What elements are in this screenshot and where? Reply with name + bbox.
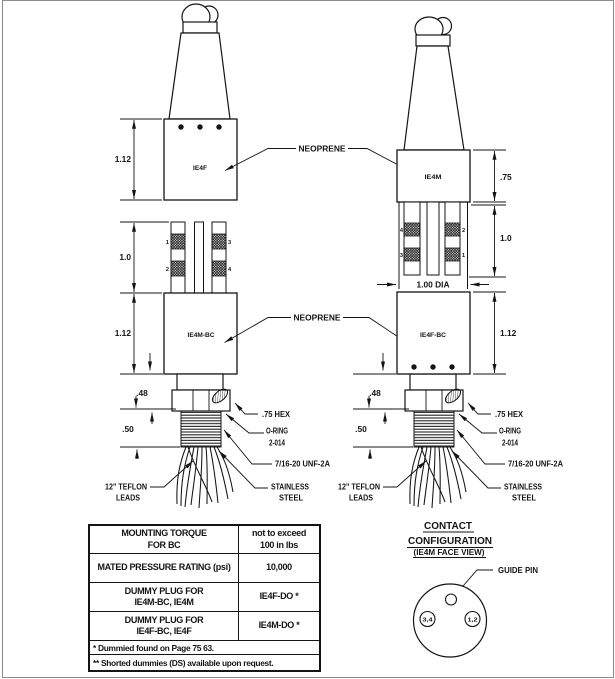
table-row: [90, 526, 319, 554]
table-row: [90, 554, 319, 583]
plug-body: [164, 119, 237, 200]
rubber-boot: [169, 33, 230, 119]
cable-neck: [416, 35, 450, 46]
hex-af-label: .75 HEX: [262, 410, 291, 419]
nut-neck: [177, 374, 223, 390]
row-value: 100 in lbs: [259, 539, 299, 550]
row-label: IE4M-BC, IE4M: [134, 597, 194, 607]
row-value: 10,000: [266, 562, 292, 573]
guide-pin-circle: [446, 594, 457, 605]
part-label-ie4f-bc: IE4F-BC: [420, 332, 447, 339]
dim-hex-height: .48: [136, 388, 148, 398]
row-label: MOUNTING TORQUE: [121, 528, 207, 539]
footnote-text: ** Shorted dummies (DS) available upon request.: [93, 657, 274, 668]
part-label-ie4m-bc: IE4M-BC: [187, 332, 215, 339]
contact-pins: [171, 222, 226, 293]
row-label: DUMMY PLUG FOR: [124, 585, 204, 596]
part-label-ie4m: IE4M: [424, 174, 442, 181]
row-label: FOR BC: [147, 539, 181, 550]
dim-diameter: 1.00 DIA: [416, 280, 450, 290]
left-assembly-drawing: [164, 4, 237, 374]
oring-leader: [226, 414, 264, 433]
row-value: IE4M-DO *: [258, 620, 300, 631]
leads-leader: [150, 461, 193, 487]
contact-configuration: [407, 521, 538, 657]
spec-table: [88, 524, 321, 672]
lower-hardware: [105, 353, 330, 508]
pin-number: 3: [228, 240, 232, 246]
contact-left-label: 3,4: [422, 617, 433, 624]
teflon-leads-label-2: LEADS: [116, 493, 141, 503]
steel-label-2: STEEL: [279, 493, 303, 503]
pin-number: 2: [165, 267, 169, 273]
pin-number: 2: [462, 228, 466, 234]
thread-spec-label: 7/16-20 UNF-2A: [275, 459, 331, 469]
neoprene-label-top: NEOPRENE: [298, 143, 346, 154]
oring-size-label: 2-014: [269, 438, 286, 448]
row-value: IE4F-DO *: [259, 591, 299, 602]
dim-bc-height: 1.12: [114, 328, 131, 338]
contact-right-label: 1,2: [467, 617, 478, 624]
dim-plug-height: .75: [500, 172, 512, 182]
guide-pin-label: GUIDE PIN: [498, 565, 538, 575]
contact-config-title-2: CONFIGURATION: [408, 536, 492, 547]
pin-number: 1: [165, 240, 169, 246]
dim-thread-length: .50: [122, 424, 134, 434]
threads: [181, 411, 221, 447]
right-assembly-drawing: [397, 17, 470, 374]
row-label: IE4F-BC, IE4F: [136, 626, 192, 636]
pin-number: 4: [399, 228, 403, 234]
contact-pins: [399, 202, 468, 289]
contact-config-subtitle: (IE4M FACE VIEW): [413, 548, 485, 557]
table-footnote: [90, 641, 319, 655]
hex-leader: [235, 403, 258, 414]
table-row: [90, 583, 319, 612]
footnote-text: * Dummied found on Page 75 63.: [93, 642, 214, 653]
thread-leader: [224, 430, 272, 464]
row-value: not to exceed: [251, 528, 307, 539]
row-label: DUMMY PLUG FOR: [124, 614, 204, 625]
teflon-leads-label-1: 12" TEFLON: [105, 482, 148, 492]
rubber-boot: [404, 46, 464, 150]
oring-label: O-RING: [266, 426, 288, 436]
table-footnote: [90, 655, 319, 670]
part-label-ie4f: IE4F: [193, 165, 207, 172]
steel-label-1: STAINLESS: [271, 482, 310, 492]
lower-hardware-right-instance: [338, 353, 563, 508]
dim-plug-height: 1.12: [114, 154, 131, 164]
pin-number: 4: [228, 267, 232, 273]
dim-bc-height: 1.12: [500, 328, 517, 338]
row-label: MATED PRESSURE RATING (psi): [97, 562, 231, 573]
contact-config-title-1: CONTACT: [424, 521, 472, 532]
dim-pin-length: 1.0: [119, 252, 131, 262]
pin-number: 3: [399, 253, 403, 259]
steel-leader: [219, 451, 268, 488]
cable-neck: [183, 22, 217, 33]
table-row: [90, 612, 319, 641]
pin-number: 1: [462, 253, 466, 259]
dim-pin-length: 1.0: [500, 233, 512, 243]
neoprene-label-bottom: NEOPRENE: [293, 312, 341, 323]
